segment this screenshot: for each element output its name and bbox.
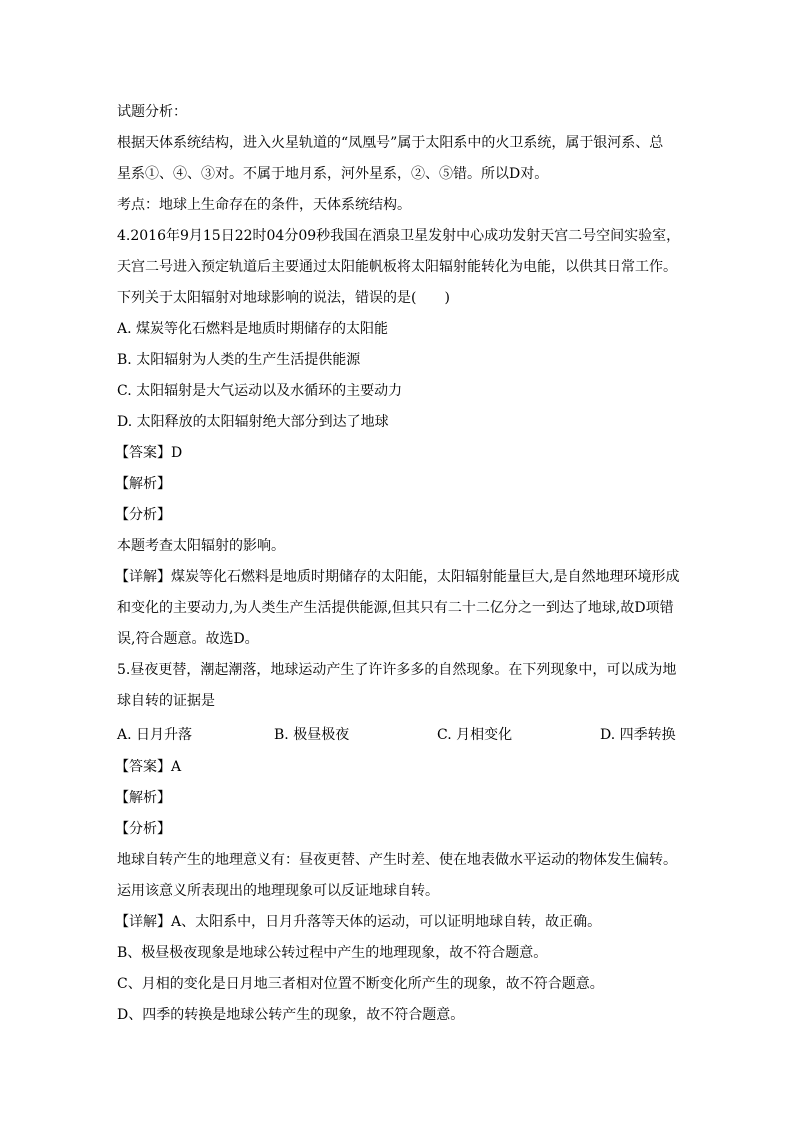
analysis-label: 【解析】 bbox=[115, 790, 171, 806]
detail-text: 【详解】A、太阳系中，日月升落等天体的运动，可以证明地球自转，故正确。 bbox=[115, 914, 602, 930]
detail-text: C、月相的变化是日月地三者相对位置不断变化所产生的现象，故不符合题意。 bbox=[117, 976, 604, 992]
question-4-text: 4.2016年9月15日22时04分09秒我国在酒泉卫星发射中心成功发射天宫二号空间实验室， bbox=[117, 228, 681, 244]
option-c: C. 月相变化 bbox=[437, 727, 513, 743]
answer-label: 【答案】A bbox=[115, 759, 182, 775]
option-a: A. 煤炭等化石燃料是地质时期储存的太阳能 bbox=[117, 321, 389, 337]
question-4-prompt: 下列关于太阳辐射对地球影响的说法，错误的是( ) bbox=[117, 290, 450, 306]
option-d: D. 四季转换 bbox=[600, 727, 676, 743]
option-b: B. 太阳辐射为人类的生产生活提供能源 bbox=[117, 352, 361, 368]
text-line: 运用该意义所表现出的地理现象可以反证地球自转。 bbox=[117, 883, 439, 899]
text-line: 星系①、④、③对。不属于地月系，河外星系，②、⑤错。所以D对。 bbox=[117, 166, 549, 182]
detail-text: 和变化的主要动力,为人类生产生活提供能源,但其只有二十二亿分之一到达了地球,故D项错 bbox=[117, 600, 674, 616]
section-heading: 试题分析： bbox=[117, 104, 187, 120]
analysis-sublabel: 【分析】 bbox=[115, 821, 171, 837]
text-line: 本题考查太阳辐射的影响。 bbox=[117, 538, 285, 554]
answer-label: 【答案】D bbox=[115, 445, 183, 461]
analysis-label: 【解析】 bbox=[115, 476, 171, 492]
question-4-text: 天宫二号进入预定轨道后主要通过太阳能帆板将太阳辐射能转化为电能，以供其日常工作。 bbox=[117, 259, 677, 275]
option-c: C. 太阳辐射是大气运动以及水循环的主要动力 bbox=[117, 383, 403, 399]
question-5-text: 球自转的证据是 bbox=[117, 693, 215, 709]
text-line: 考点：地球上生命存在的条件，天体系统结构。 bbox=[117, 197, 411, 213]
detail-text: B、极昼极夜现象是地球公转过程中产生的地理现象，故不符合题意。 bbox=[117, 945, 548, 961]
question-5-text: 5.昼夜更替，潮起潮落，地球运动产生了许许多多的自然现象。在下列现象中，可以成为地 bbox=[117, 662, 677, 678]
text-line: 地球自转产生的地理意义有：昼夜更替、产生时差、使在地表做水平运动的物体发生偏转。 bbox=[117, 852, 677, 868]
detail-text: 误,符合题意。故选D。 bbox=[117, 631, 259, 647]
analysis-sublabel: 【分析】 bbox=[115, 507, 171, 523]
option-b: B. 极昼极夜 bbox=[274, 727, 350, 743]
detail-text: 【详解】煤炭等化石燃料是地质时期储存的太阳能，太阳辐射能量巨大,是自然地理环境形成 bbox=[115, 569, 680, 585]
option-a: A. 日月升落 bbox=[117, 727, 193, 743]
option-d: D. 太阳释放的太阳辐射绝大部分到达了地球 bbox=[117, 414, 389, 430]
detail-text: D、四季的转换是地球公转产生的现象，故不符合题意。 bbox=[117, 1007, 465, 1023]
text-line: 根据天体系统结构，进入火星轨道的“凤凰号”属于太阳系中的火卫系统，属于银河系、总 bbox=[117, 135, 664, 151]
